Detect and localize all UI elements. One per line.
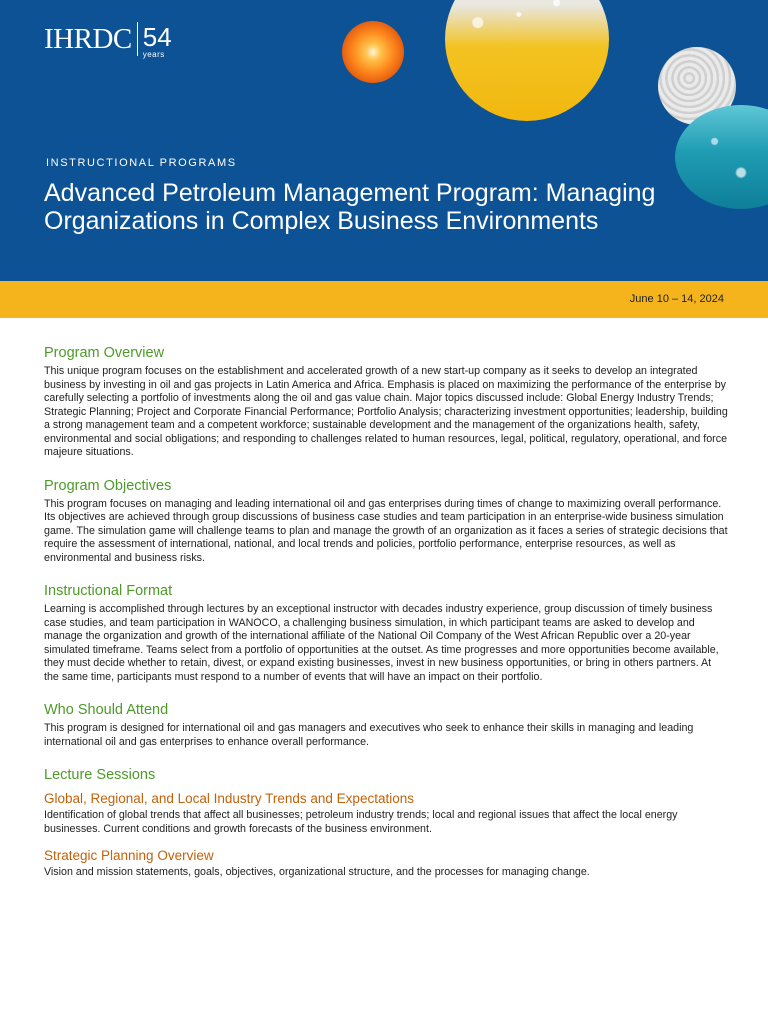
section-title: Instructional Format bbox=[44, 583, 173, 599]
ihrdc-logo bbox=[44, 22, 172, 59]
header-banner bbox=[0, 0, 768, 281]
section-instructional-format bbox=[44, 582, 728, 684]
program-date: June 10 – 14, 2024 bbox=[629, 293, 724, 305]
section-program-overview bbox=[44, 344, 728, 460]
logo-number: 54 bbox=[142, 22, 172, 52]
section-title: Lecture Sessions bbox=[44, 767, 156, 783]
section-text: This unique program focuses on the establishment and accelerated growth of a new start-up company as it seeks to develop an integrated business by investing in oil and gas projects in Latin America and Africa. Emphasis is placed on maximizing the performance of the enterprise by carefully selecting a portfolio of investments along the oil and gas value chain. Major topics discussed include: Global Energy Industry Trends; Strategic Planning; Project and Corporate Financial Performance; Portfolio Analysis; characterizing investment opportunities; leadership, building a strong management team and a competent workforce; sustainable development and the management of the organizations health, safety, environmental and social obligations; and responding to challenges related to human resources, legal, political, regulatory, operational, and force majeure situations. bbox=[44, 365, 728, 458]
category-label: INSTRUCTIONAL PROGRAMS bbox=[46, 157, 237, 169]
lecture-title: Global, Regional, and Local Industry Trends and Expectations bbox=[44, 791, 414, 806]
section-title: Program Objectives bbox=[44, 477, 172, 494]
date-bar bbox=[0, 281, 768, 318]
section-text: Learning is accomplished through lectures by an exceptional instructor with decades industry experience, group discussion of timely business case studies, and team participation in WANOCO, a challenging business simulation, in which participant teams are asked to develop and manage the organization and growth of the international affiliate of the National Oil Company of the West African Republic over a 20-year simulated timeframe. Teams select from a portfolio of opportunities at the outset. As time progresses and more opportunities become available, they must decide whether to retain, divest, or expand existing businesses, invest in new business opportunities, or bring in others partners. At the same time, participants must respond to a number of events that will have an impact on their portfolio. bbox=[44, 603, 719, 683]
lecture-text: Identification of global trends that affect all businesses; petroleum industry trends; local and regional issues that affect the local energy businesses. Current conditions and growth forecasts of the business environment. bbox=[44, 809, 678, 835]
section-lecture-sessions bbox=[44, 766, 728, 880]
orange-sphere-image bbox=[342, 21, 404, 83]
oil-bubbles-image bbox=[445, 0, 609, 121]
section-text: This program is designed for international oil and gas managers and executives who seek to enhance their skills in managing and leading international oil and gas enterprises to enhance overall performance. bbox=[44, 722, 694, 748]
logo-anniversary bbox=[138, 22, 172, 59]
section-program-objectives bbox=[44, 477, 728, 566]
logo-name: IHRDC bbox=[44, 22, 138, 56]
section-who-should-attend bbox=[44, 701, 728, 749]
section-text: This program focuses on managing and leading international oil and gas enterprises during times of change to maximizing overall performance. Its objectives are achieved through group discussions of business case studies and team participation in an enterprise-wide business simulation game. The simulation game will challenge teams to plan and manage the growth of an organization as it faces a series of strategic decisions that require the assessment of international, national, and local trends and policies, portfolio performance, enterprise resources, as well as environmental and business risks. bbox=[44, 497, 728, 564]
section-title: Who Should Attend bbox=[44, 702, 169, 718]
section-title: Program Overview bbox=[44, 345, 165, 361]
page-title: Advanced Petroleum Management Program: Managing Organizations in Complex Business Environments bbox=[44, 179, 656, 235]
lecture-text: Vision and mission statements, goals, objectives, organizational structure, and the processes for managing change. bbox=[44, 866, 590, 878]
lecture-title: Strategic Planning Overview bbox=[44, 848, 214, 863]
main-content bbox=[44, 344, 728, 880]
logo-years: years bbox=[142, 50, 165, 59]
